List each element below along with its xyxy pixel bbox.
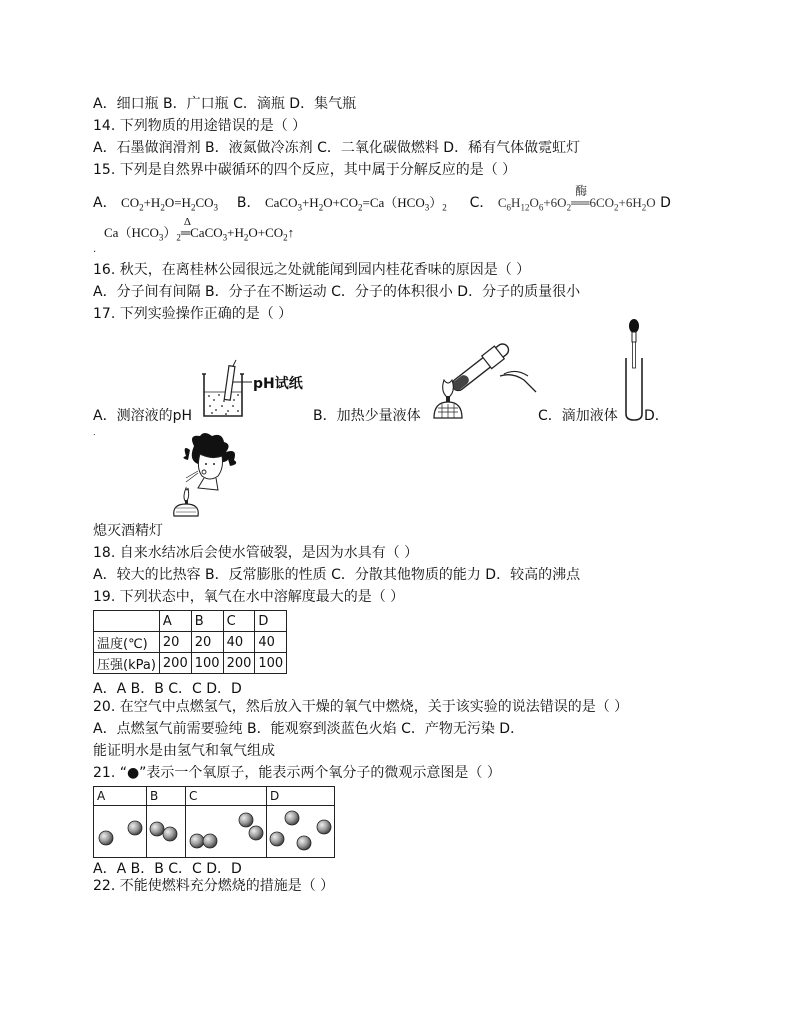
q19-table (93, 610, 287, 674)
q15-equation-a: $CO_2+H_2O=H_2CO_3$ (121, 195, 218, 213)
table-cell: 200 (159, 653, 191, 674)
q15-equation-d: $Ca(HCO_3)_2$ Δ $═CaCO_3+H_2O+CO_2↑$ (104, 216, 295, 243)
q17-option-a: A．测溶液的pH (93, 408, 192, 424)
q20-stem: 20. 在空气中点燃氢气，然后放入干燥的氧气中燃烧，关于该实验的说法错误的是（ ） (93, 699, 629, 715)
q22-stem: 22. 不能使燃料充分燃烧的措施是（ ） (93, 878, 335, 894)
q15-equation-c: $C_6H_{12}O_6+6O_2$ 酶 $══6CO_2+6H_2O$ (497, 184, 656, 213)
q17-stem: 17. 下列实验操作正确的是（ ） (93, 306, 293, 322)
table-cell: 温度(℃) (94, 632, 160, 653)
q15-catalyst-label: 酶 (575, 184, 588, 198)
q13-options: A．细口瓶 B．广口瓶 C．滴瓶 D．集气瓶 (93, 96, 357, 112)
table-cell: C (223, 611, 255, 632)
q17-option-c: C．滴加液体 (538, 408, 618, 424)
q18-options: A．较大的比热容 B．反常膨胀的性质 C．分散其他物质的能力 D．较高的沸点 (93, 567, 581, 583)
table-cell: 20 (191, 632, 223, 653)
q17-dot: . (93, 428, 96, 437)
q15-option-a-label: A． (93, 195, 117, 211)
q21-label-d: D (270, 789, 280, 803)
q17-option-d-text: 熄灭酒精灯 (93, 523, 163, 539)
q15-dot: . (93, 244, 97, 255)
table-row (94, 611, 287, 632)
q21-options: A．A B．B C．C D．D (93, 861, 242, 877)
q15-option-b-label: B． (236, 195, 261, 211)
table-cell: 100 (255, 653, 287, 674)
q15-option-row (93, 184, 671, 217)
q21-molecule-diagrams (94, 787, 334, 857)
ph-paper-label: pH试纸 (253, 376, 303, 392)
q16-stem: 16. 秋天，在离桂林公园很远之处就能闻到园内桂花香味的原因是（ ） (93, 262, 531, 278)
q14-options: A．石墨做润滑剂 B．液氮做冷冻剂 C．二氧化碳做燃料 D．稀有气体做霓虹灯 (93, 140, 581, 156)
table-cell: 40 (255, 632, 287, 653)
q14-stem: 14. 下列物质的用途错误的是（ ） (93, 118, 307, 134)
q19-options: A．A B．B C．C D．D (93, 681, 242, 697)
table-row (94, 632, 287, 653)
table-cell: 100 (191, 653, 223, 674)
q21-label-b: B (150, 789, 159, 803)
q17-option-b: B．加热少量液体 (313, 408, 421, 424)
table-cell: D (255, 611, 287, 632)
q20-option-d-text: 能证明水是由氢气和氧气组成 (93, 743, 275, 759)
q20-options: A．点燃氢气前需要验纯 B．能观察到淡蓝色火焰 C．产物无污染 D． (93, 721, 525, 737)
heating-test-tube-figure (432, 336, 540, 421)
q21-table (93, 786, 335, 858)
q17-option-d-label: D． (644, 408, 669, 424)
q15-equation-b: $CaCO_3+H_2O+CO_2=Ca(HCO_3)_2$ (264, 195, 447, 213)
table-cell: 压强(kPa) (94, 653, 160, 674)
table-cell: 200 (223, 653, 255, 674)
q15-option-c-label: C． (469, 195, 494, 211)
q16-options: A．分子间有间隔 B．分子在不断运动 C．分子的体积很小 D．分子的质量很小 (93, 284, 581, 300)
q19-stem: 19. 下列状态中，氧气在水中溶解度最大的是（ ） (93, 589, 405, 605)
table-cell (94, 611, 160, 632)
q21-stem: 21. “●”表示一个氧原子，能表示两个氧分子的微观示意图是（ ） (93, 765, 501, 781)
q15-stem: 15. 下列是自然界中碳循环的四个反应，其中属于分解反应的是（ ） (93, 162, 517, 178)
table-cell: A (159, 611, 191, 632)
dropper-test-tube-figure (622, 318, 646, 422)
q21-label-c: C (189, 789, 198, 803)
q21-label-a: A (97, 789, 106, 803)
table-cell: 40 (223, 632, 255, 653)
blowing-alcohol-lamp-figure (168, 430, 248, 516)
q15-option-d-label: D (660, 195, 671, 211)
q18-stem: 18. 自来水结冰后会使水管破裂，是因为水具有（ ） (93, 545, 419, 561)
table-cell: 20 (159, 632, 191, 653)
table-cell: B (191, 611, 223, 632)
table-row (94, 653, 287, 674)
